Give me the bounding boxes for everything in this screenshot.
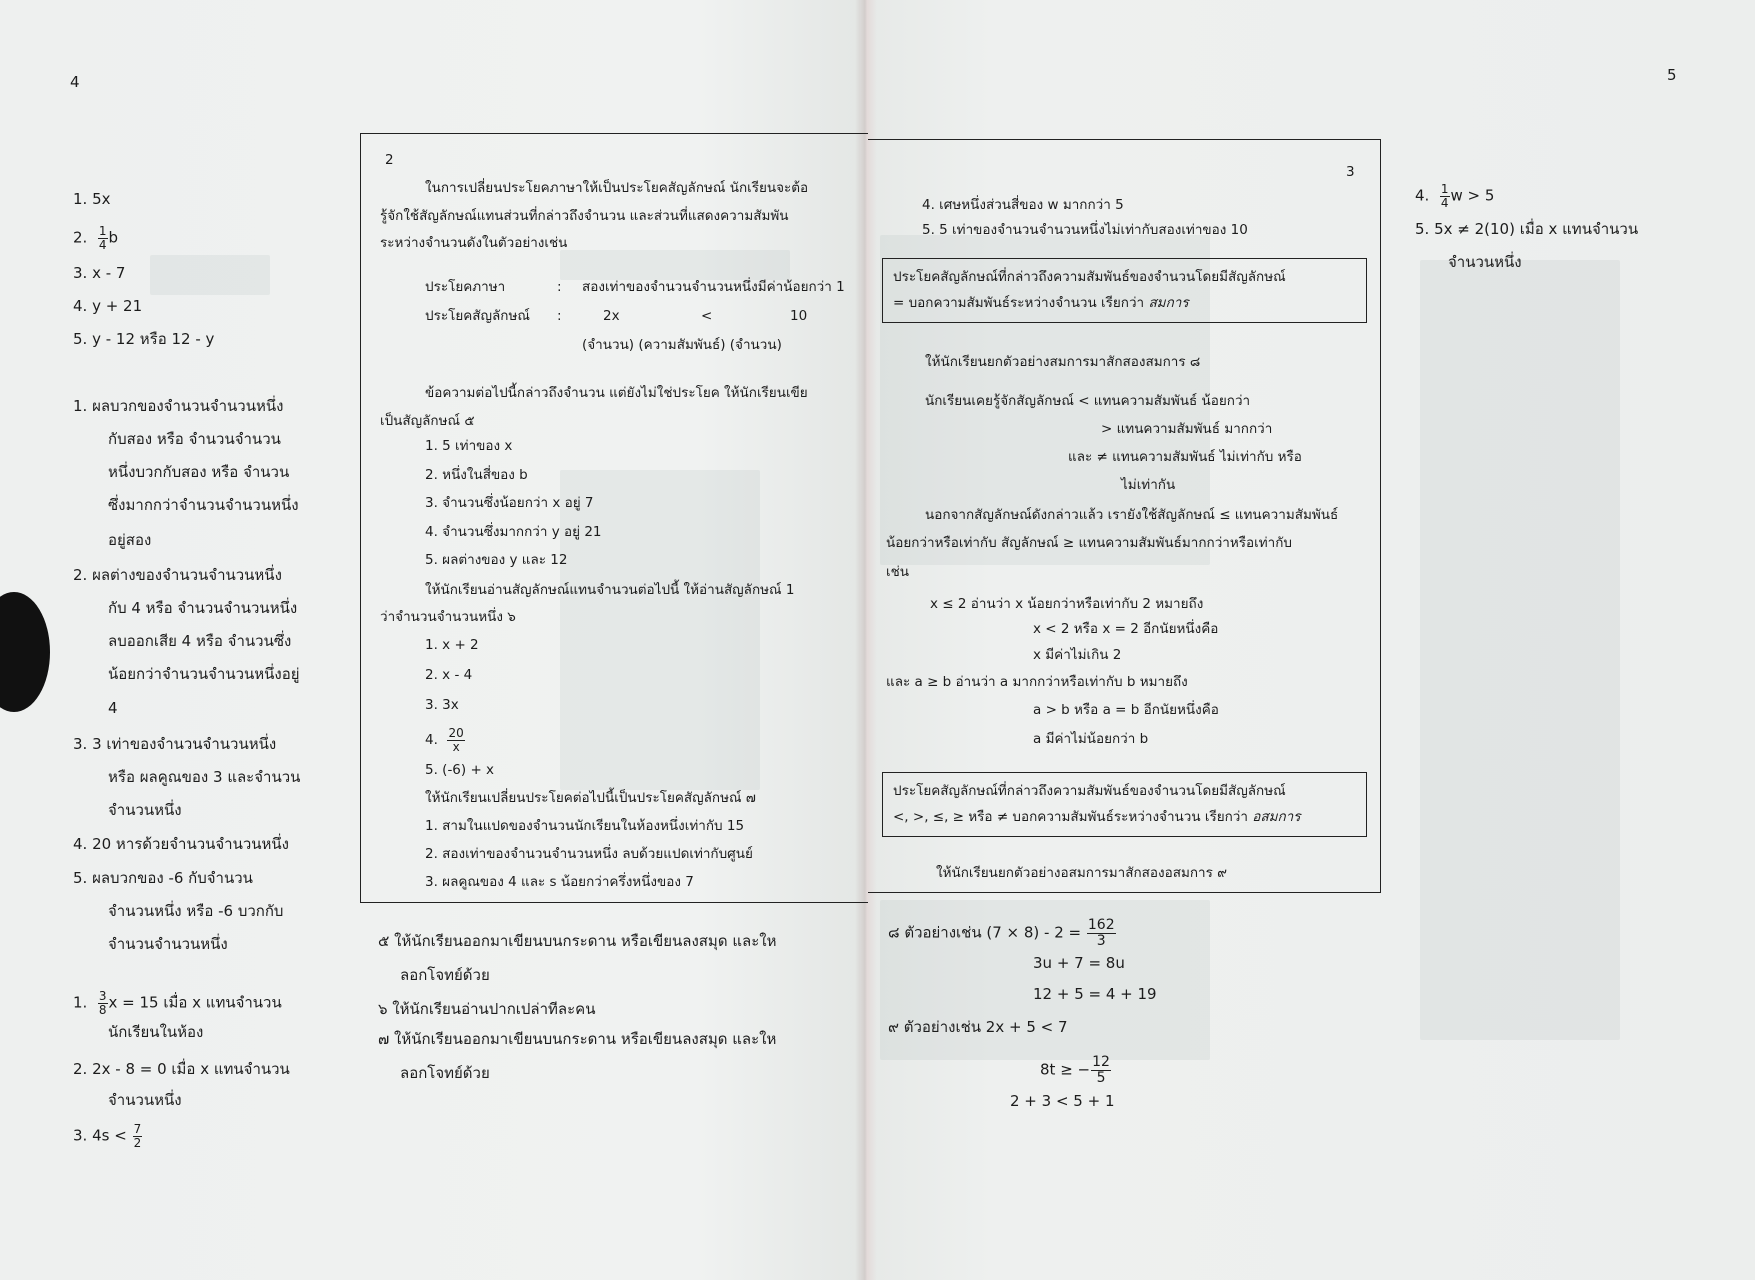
- definition-line: [893, 805, 1356, 831]
- answer-b-line: น้อยกว่าจำนวนจำนวนหนึ่งอยู่: [108, 665, 300, 683]
- answer-c2: 2. 2x - 8 = 0 เมื่อ x แทนจำนวน: [73, 1060, 290, 1078]
- definition-term: สมการ: [1148, 294, 1189, 311]
- answer-b-line: 5. ผลบวกของ -6 กับจำนวน: [73, 869, 253, 887]
- answer-b-line: หรือ ผลคูณของ 3 และจำนวน: [108, 768, 301, 786]
- fraction-denominator: 4: [98, 237, 107, 252]
- footnote-line: ๖ ให้นักเรียนอ่านปากเปล่าทีละคน: [378, 1000, 596, 1018]
- paragraph-line: เช่น: [886, 564, 910, 580]
- example-symbolic-number: 10: [790, 308, 808, 324]
- definition-text: = บอกความสัมพันธ์ระหว่างจำนวน เรียกว่า: [893, 294, 1149, 311]
- footnote-equation: 3u + 7 = 8u: [1033, 954, 1125, 972]
- show-through: [150, 255, 270, 295]
- intro-paragraph-line: ระหว่างจำนวนดังในตัวอย่างเช่น: [380, 235, 568, 251]
- fraction-numerator: 1: [98, 224, 107, 238]
- example-symbolic-relation: <: [701, 308, 713, 324]
- answer-b-line: 4. 20 หารด้วยจำนวนจำนวนหนึ่ง: [73, 835, 290, 853]
- footnote-fraction: [1091, 1055, 1111, 1085]
- answer-b-line: อยู่สอง: [108, 531, 152, 549]
- footnote-line: ๕ ให้นักเรียนออกมาเขียนบนกระดาน หรือเขียนลงสมุด และให: [378, 932, 777, 950]
- answer-b-line: 1. ผลบวกของจำนวนจำนวนหนึ่ง: [73, 397, 284, 415]
- answer-r5-line2: จำนวนหนึ่ง: [1448, 253, 1522, 271]
- answer-a5: 5. y - 12 หรือ 12 - y: [73, 330, 215, 348]
- fraction-numerator: 1: [1440, 182, 1449, 196]
- footnote-line: ๗ ให้นักเรียนออกมาเขียนบนกระดาน หรือเขียนลงสมุด และให: [378, 1030, 777, 1048]
- answer-a4: 4. y + 21: [73, 297, 143, 315]
- footnote-equation: 12 + 5 = 4 + 19: [1033, 985, 1157, 1003]
- definition-line: ประโยคสัญลักษณ์ที่กล่าวถึงความสัมพันธ์ของจำนวนโดยมีสัญลักษณ์: [893, 269, 1286, 285]
- page-number-right: 5: [1667, 66, 1677, 84]
- footnote-text: ๘ ตัวอย่างเช่น (7 × 8) - 2 =: [888, 923, 1082, 942]
- answer-b-line: ซึ่งมากกว่าจำนวนจำนวนหนึ่ง: [108, 496, 299, 514]
- example-symbolic-number: 2x: [603, 308, 620, 324]
- answer-c1: [73, 990, 282, 1016]
- answer-b-line: กับสอง หรือ จำนวนจำนวน: [108, 430, 281, 448]
- example-line: a มีค่าไม่น้อยกว่า b: [1033, 731, 1149, 747]
- list-item: [425, 727, 466, 753]
- known-symbols-line: นักเรียนเคยรู้จักสัญลักษณ์ < แทนความสัมพันธ์ น้อยกว่า: [925, 393, 1251, 409]
- text-line: 1. สามในแปดของจำนวนนักเรียนในห้องหนึ่งเท่ากับ 15: [425, 818, 745, 834]
- paragraph-line: ข้อความต่อไปนี้กล่าวถึงจำนวน แต่ยังไม่ใช่ประโยค ให้นักเรียนเขีย: [425, 385, 808, 401]
- fraction-numerator: 7: [133, 1122, 142, 1136]
- fraction-numerator: 3: [98, 989, 107, 1003]
- answer-r4-text: w > 5: [1450, 186, 1495, 205]
- answer-b-line: 3. 3 เท่าของจำนวนจำนวนหนึ่ง: [73, 735, 277, 753]
- box-left-page-number: 2: [385, 152, 394, 168]
- paragraph-line: นอกจากสัญลักษณ์ดังกล่าวแล้ว เรายังใช้สัญลักษณ์ ≤ แทนความสัมพันธ์: [925, 507, 1339, 523]
- footnote-fraction: [1087, 918, 1116, 948]
- known-symbols-line: > แทนความสัมพันธ์ มากกว่า: [1101, 421, 1273, 437]
- example-colon: :: [557, 308, 562, 324]
- list-item: 5. 5 เท่าของจำนวนจำนวนหนึ่งไม่เท่ากับสองเท่าของ 10: [922, 222, 1248, 238]
- answer-a2-variable: b: [108, 228, 119, 247]
- example-label-symbolic: ประโยคสัญลักษณ์: [425, 308, 530, 324]
- fraction-numerator: 20: [448, 726, 464, 740]
- definition-equation-box: [882, 258, 1367, 323]
- text-line: 2. สองเท่าของจำนวนจำนวนหนึ่ง ลบด้วยแปดเท่ากับศูนย์: [425, 846, 753, 862]
- footnote-text: 8t ≥ −: [1040, 1060, 1091, 1079]
- footnote-line: ลอกโจทย์ด้วย: [400, 1064, 490, 1082]
- example-caption: (จำนวน) (ความสัมพันธ์) (จำนวน): [582, 337, 782, 353]
- text-line: 1. x + 2: [425, 637, 479, 653]
- example-line: x < 2 หรือ x = 2 อีกนัยหนึ่งคือ: [1033, 621, 1219, 637]
- answer-b-line: 2. ผลต่างของจำนวนจำนวนหนึ่ง: [73, 566, 282, 584]
- footnote-9: ๙ ตัวอย่างเช่น 2x + 5 < 7: [888, 1018, 1068, 1036]
- footnote-inequality: 2 + 3 < 5 + 1: [1010, 1092, 1115, 1110]
- footnote-inequality: [1040, 1055, 1112, 1085]
- box-right-page-number: 3: [1346, 164, 1355, 180]
- show-through: [1420, 260, 1620, 1040]
- answer-c3: [73, 1123, 143, 1149]
- answer-a2-number: 2.: [73, 228, 88, 247]
- text-line: 3. ผลคูณของ 4 และ s น้อยกว่าครึ่งหนึ่งของ 7: [425, 874, 694, 890]
- fraction-denominator: x: [452, 739, 460, 754]
- answer-r5: 5. 5x ≠ 2(10) เมื่อ x แทนจำนวน: [1415, 220, 1639, 238]
- answer-a3: 3. x - 7: [73, 264, 126, 282]
- intro-paragraph-line: ในการเปลี่ยนประโยคภาษาให้เป็นประโยคสัญลักษณ์ นักเรียนจะต้อ: [425, 180, 809, 196]
- fraction-numerator: 12: [1092, 1054, 1110, 1070]
- list-item-fraction: [447, 727, 464, 753]
- answer-b-line: ลบออกเสีย 4 หรือ จำนวนซึ่ง: [108, 632, 292, 650]
- answer-c3-text: 3. 4s <: [73, 1126, 127, 1145]
- known-symbols-line: ไม่เท่ากัน: [1121, 477, 1176, 493]
- text-line: 4. จำนวนซึ่งมากกว่า y อยู่ 21: [425, 523, 602, 540]
- example-line: x มีค่าไม่เกิน 2: [1033, 647, 1122, 663]
- definition-line: [893, 291, 1356, 317]
- answer-a2-fraction: [98, 225, 108, 251]
- answer-c2-line2: จำนวนหนึ่ง: [108, 1091, 182, 1109]
- answer-c1-line2: นักเรียนในห้อง: [108, 1023, 204, 1041]
- answer-b-line: จำนวนหนึ่ง: [108, 801, 182, 819]
- footnote-8: [888, 918, 1117, 948]
- example-sentence-language: สองเท่าของจำนวนจำนวนหนึ่งมีค่าน้อยกว่า 1: [582, 279, 845, 295]
- answer-c1-text: x = 15 เมื่อ x แทนจำนวน: [108, 993, 282, 1012]
- definition-text: <, >, ≤, ≥ หรือ ≠ บอกความสัมพันธ์ระหว่างจำนวน เรียกว่า: [893, 808, 1253, 825]
- text-line: 5. ผลต่างของ y และ 12: [425, 552, 568, 568]
- fraction-numerator: 162: [1087, 917, 1115, 933]
- paragraph-line: ให้นักเรียนอ่านสัญลักษณ์แทนจำนวนต่อไปนี้ ให้อ่านสัญลักษณ์ 1: [425, 582, 795, 598]
- text-line: 3. จำนวนซึ่งน้อยกว่า x อยู่ 7: [425, 495, 594, 511]
- fraction-denominator: 4: [1440, 195, 1449, 210]
- example-line: a > b หรือ a = b อีกนัยหนึ่งคือ: [1033, 702, 1219, 718]
- text-line: 3. 3x: [425, 697, 459, 713]
- list-item: 5. (-6) + x: [425, 762, 495, 778]
- example-line: และ a ≥ b อ่านว่า a มากกว่าหรือเท่ากับ b หมายถึง: [886, 674, 1188, 690]
- paragraph-line: เป็นสัญลักษณ์ ๕: [380, 413, 475, 429]
- prompt-line: ให้นักเรียนยกตัวอย่างอสมการมาสักสองอสมการ ๙: [936, 865, 1228, 881]
- answer-c3-fraction: [133, 1123, 143, 1149]
- definition-line: ประโยคสัญลักษณ์ที่กล่าวถึงความสัมพันธ์ของจำนวนโดยมีสัญลักษณ์: [893, 783, 1286, 799]
- answer-r4: [1415, 183, 1494, 209]
- paragraph-line: ให้นักเรียนเปลี่ยนประโยคต่อไปนี้เป็นประโยคสัญลักษณ์ ๗: [425, 790, 756, 806]
- answer-c1-fraction: [98, 990, 108, 1016]
- fraction-denominator: 5: [1096, 1069, 1106, 1086]
- paragraph-line: ว่าจำนวนจำนวนหนึ่ง ๖: [380, 609, 516, 625]
- answer-a1: 1. 5x: [73, 190, 111, 208]
- list-item-number: 4.: [425, 732, 438, 749]
- known-symbols-line: และ ≠ แทนความสัมพันธ์ ไม่เท่ากับ หรือ: [1068, 449, 1302, 465]
- answer-a2: [73, 225, 118, 251]
- answer-b-line: หนึ่งบวกกับสอง หรือ จำนวน: [108, 463, 290, 481]
- fraction-denominator: 3: [1096, 932, 1106, 949]
- fraction-denominator: 2: [133, 1135, 142, 1150]
- answer-r4-number: 4.: [1415, 186, 1430, 205]
- intro-paragraph-line: รู้จักใช้สัญลักษณ์แทนส่วนที่กล่าวถึงจำนวน และส่วนที่แสดงความสัมพัน: [380, 208, 789, 224]
- answer-b-line: จำนวนหนึ่ง หรือ -6 บวกกับ: [108, 902, 284, 920]
- footnote-line: ลอกโจทย์ด้วย: [400, 966, 490, 984]
- answer-c1-number: 1.: [73, 993, 88, 1012]
- example-line: x ≤ 2 อ่านว่า x น้อยกว่าหรือเท่ากับ 2 หมายถึง: [930, 596, 1204, 612]
- text-line: 1. 5 เท่าของ x: [425, 438, 513, 454]
- fraction-denominator: 8: [98, 1002, 107, 1017]
- text-line: 2. หนึ่งในสี่ของ b: [425, 466, 528, 483]
- answer-b-line: 4: [108, 699, 118, 717]
- prompt-line: ให้นักเรียนยกตัวอย่างสมการมาสักสองสมการ ๘: [925, 354, 1201, 370]
- page-number-left: 4: [70, 73, 80, 91]
- answer-r4-fraction: [1440, 183, 1450, 209]
- list-item: 4. เศษหนึ่งส่วนสี่ของ w มากกว่า 5: [922, 197, 1124, 213]
- example-colon: :: [557, 279, 562, 295]
- answer-b-line: กับ 4 หรือ จำนวนจำนวนหนึ่ง: [108, 599, 298, 617]
- paragraph-line: น้อยกว่าหรือเท่ากับ สัญลักษณ์ ≥ แทนความสัมพันธ์มากกว่าหรือเท่ากับ: [886, 535, 1292, 551]
- definition-inequality-box: [882, 772, 1367, 837]
- answer-b-line: จำนวนจำนวนหนึ่ง: [108, 935, 228, 953]
- example-label-language: ประโยคภาษา: [425, 279, 506, 295]
- definition-term: อสมการ: [1252, 808, 1301, 825]
- text-line: 2. x - 4: [425, 667, 473, 683]
